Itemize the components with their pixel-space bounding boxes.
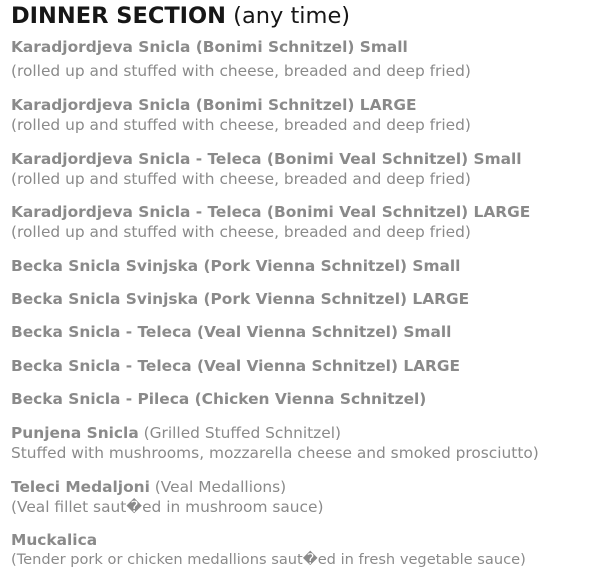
menu-item — [11, 95, 597, 135]
menu-item-name: Muckalica — [11, 531, 98, 549]
menu-item — [11, 322, 597, 342]
menu-item-name: Becka Snicla Svinjska (Pork Vienna Schnitzel) LARGE — [11, 290, 470, 308]
menu-item — [11, 202, 597, 242]
menu-item — [11, 289, 597, 309]
menu-item-name: Karadjordjeva Snicla - Teleca (Bonimi Veal Schnitzel) LARGE — [11, 203, 531, 221]
menu-item-name: Becka Snicla - Teleca (Veal Vienna Schnitzel) Small — [11, 323, 452, 341]
menu-item — [11, 530, 597, 570]
menu-item-name: Punjena Snicla — [11, 424, 139, 442]
menu-item-description: (rolled up and stuffed with cheese, breaded and deep fried) — [11, 62, 471, 80]
menu-item-name: Becka Snicla - Teleca (Veal Vienna Schnitzel) LARGE — [11, 357, 461, 375]
section-title — [11, 1, 350, 31]
menu-item — [11, 256, 597, 276]
menu-item-description: (rolled up and stuffed with cheese, breaded and deep fried) — [11, 170, 471, 188]
menu-item-name: Karadjordjeva Snicla (Bonimi Schnitzel) Small — [11, 38, 408, 56]
menu-item-subtitle: (Grilled Stuffed Schnitzel) — [143, 424, 342, 442]
menu-item-description: (Veal fillet saut�ed in mushroom sauce) — [11, 498, 324, 516]
menu-item-name: Karadjordjeva Snicla (Bonimi Schnitzel) LARGE — [11, 96, 417, 114]
menu-item-description: (Tender pork or chicken medallions saut�ed in fresh vegetable sauce) — [11, 551, 526, 568]
menu-item-name: Becka Snicla - Pileca (Chicken Vienna Schnitzel) — [11, 390, 427, 408]
menu-item — [11, 389, 597, 409]
menu-item-description: Stuffed with mushrooms, mozzarella cheese and smoked prosciutto) — [11, 444, 539, 462]
menu-item — [11, 149, 597, 189]
menu-item-name: Teleci Medaljoni — [11, 478, 150, 496]
menu-item-name: Becka Snicla Svinjska (Pork Vienna Schnitzel) Small — [11, 257, 461, 275]
menu-item-description: (rolled up and stuffed with cheese, breaded and deep fried) — [11, 223, 471, 241]
menu-item-name: Karadjordjeva Snicla - Teleca (Bonimi Veal Schnitzel) Small — [11, 150, 522, 168]
menu-item — [11, 37, 597, 81]
menu-item — [11, 423, 597, 463]
section-availability-note: (any time) — [233, 3, 351, 29]
menu-item-subtitle: (Veal Medallions) — [154, 478, 287, 496]
menu-item — [11, 356, 597, 376]
menu-item-description: (rolled up and stuffed with cheese, breaded and deep fried) — [11, 116, 471, 134]
section-title-text: DINNER SECTION — [11, 3, 227, 29]
menu-item — [11, 477, 597, 517]
